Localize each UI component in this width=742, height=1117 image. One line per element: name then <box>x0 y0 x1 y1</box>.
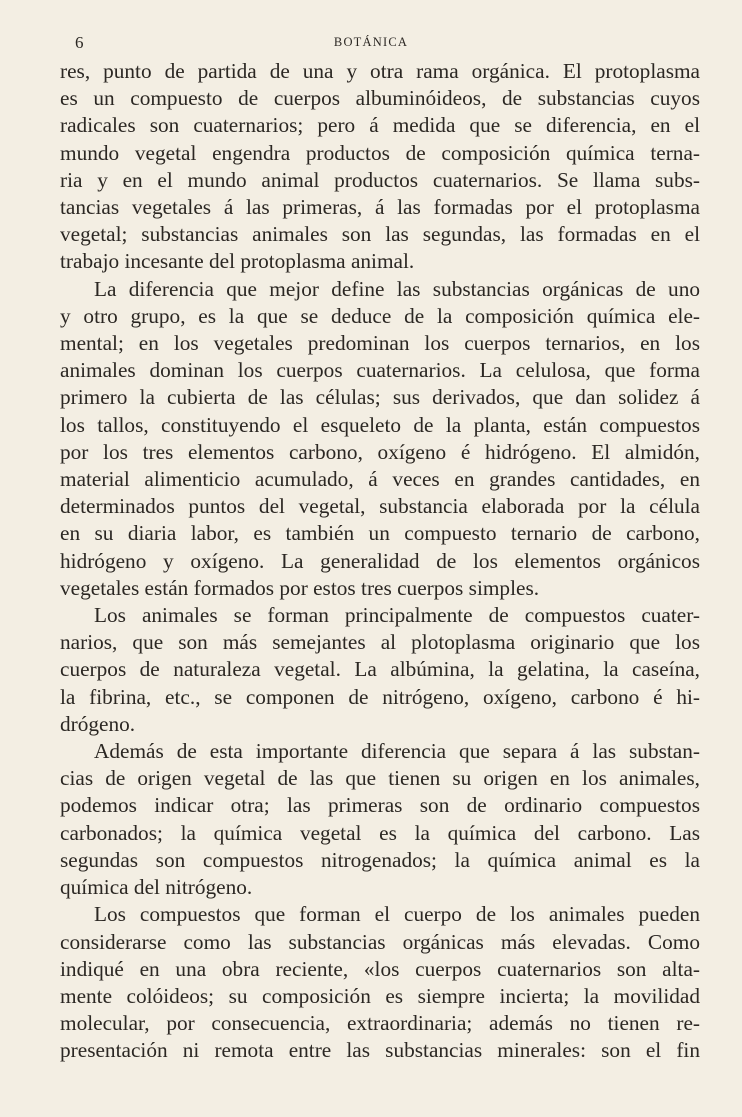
text-line: presentación ni remota entre las substancias minerales: son el fin <box>60 1038 700 1063</box>
page-header <box>0 33 742 53</box>
text-line: tancias vegetales á las primeras, á las formadas por el protoplasma <box>60 195 700 220</box>
text-line: animales dominan los cuerpos cuaternarios. La celulosa, que forma <box>60 358 700 383</box>
text-line: radicales son cuaternarios; pero á medida que se diferencia, en el <box>60 113 700 138</box>
paragraph-3 <box>60 602 700 738</box>
text-line: cias de origen vegetal de las que tienen su origen en los animales, <box>60 766 700 791</box>
text-line: podemos indicar otra; las primeras son de ordinario compuestos <box>60 793 700 818</box>
text-line: trabajo incesante del protoplasma animal. <box>60 249 415 274</box>
paragraph-5 <box>60 901 700 1064</box>
text-line: determinados puntos del vegetal, substancia elaborada por la célula <box>60 494 700 519</box>
text-line: primero la cubierta de las células; sus derivados, que dan solidez á <box>60 385 700 410</box>
text-line: segundas son compuestos nitrogenados; la química animal es la <box>60 847 700 872</box>
text-line: en su diaria labor, es también un compuesto ternario de carbono, <box>60 521 700 546</box>
text-line: hidrógeno y oxígeno. La generalidad de los elementos orgánicos <box>60 548 700 573</box>
text-line: vegetal; substancias animales son las segundas, las formadas en el <box>60 222 700 247</box>
body-text <box>60 58 700 1065</box>
text-line: mental; en los vegetales predominan los cuerpos ternarios, en los <box>60 331 700 356</box>
text-line: Los compuestos que forman el cuerpo de los animales pueden <box>94 902 700 927</box>
text-line: La diferencia que mejor define las substancias orgánicas de uno <box>94 276 700 301</box>
text-line: narios, que son más semejantes al plotoplasma originario que los <box>60 630 700 655</box>
text-line: ria y en el mundo animal productos cuaternarios. Se llama subs- <box>60 167 700 192</box>
text-line: cuerpos de naturaleza vegetal. La albúmina, la gelatina, la caseína, <box>60 657 700 682</box>
text-line: molecular, por consecuencia, extraordinaria; además no tienen re- <box>60 1011 700 1036</box>
text-line: considerarse como las substancias orgánicas más elevadas. Como <box>60 929 700 954</box>
text-line: Los animales se forman principalmente de compuestos cuater- <box>94 603 700 628</box>
text-line: por los tres elementos carbono, oxígeno é hidrógeno. El almidón, <box>60 439 700 464</box>
text-line: drógeno. <box>60 711 136 736</box>
text-line: los tallos, constituyendo el esqueleto de la planta, están compuestos <box>60 412 700 437</box>
text-line: indiqué en una obra reciente, «los cuerpos cuaternarios son alta- <box>60 956 700 981</box>
text-line: carbonados; la química vegetal es la química del carbono. Las <box>60 820 700 845</box>
text-line: mundo vegetal engendra productos de composición química terna- <box>60 140 700 165</box>
paragraph-2 <box>60 276 700 602</box>
text-line: res, punto de partida de una y otra rama orgánica. El protoplasma <box>60 59 700 83</box>
running-title: BOTÁNICA <box>333 35 409 49</box>
text-line: Además de esta importante diferencia que separa á las substan- <box>94 739 700 764</box>
text-line: y otro grupo, es la que se deduce de la composición química ele- <box>60 303 700 328</box>
text-line: es un compuesto de cuerpos albuminóideos, de substancias cuyos <box>60 86 700 111</box>
text-line: vegetales están formados por estos tres cuerpos simples. <box>60 575 540 600</box>
text-line: material alimenticio acumulado, á veces en grandes cantidades, en <box>60 467 700 492</box>
page-number: 6 <box>75 33 84 52</box>
text-line: mente colóideos; su composición es siempre incierta; la movilidad <box>60 983 700 1008</box>
text-line: química del nitrógeno. <box>60 875 253 900</box>
paragraph-4 <box>60 738 700 901</box>
text-line: la fibrina, etc., se componen de nitrógeno, oxígeno, carbono é hi- <box>60 684 700 709</box>
paragraph-1 <box>60 58 700 276</box>
